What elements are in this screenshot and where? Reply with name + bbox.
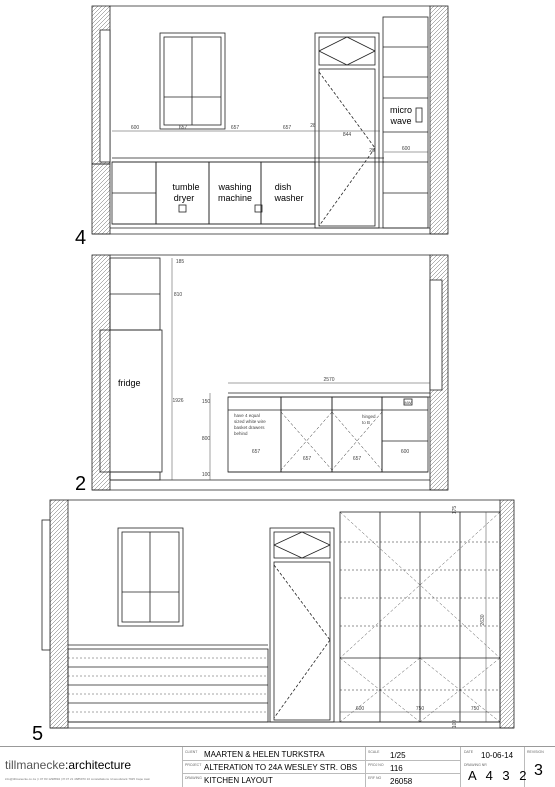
scale-label: SCALE (368, 750, 380, 754)
label-fridge: fridge (118, 378, 141, 388)
project-label: PROJECT (185, 763, 202, 767)
label-mw: MW (404, 400, 412, 405)
label-microwave-2: wave (390, 116, 412, 126)
revision-value: 3 (534, 762, 543, 779)
dims-e4 (112, 131, 428, 152)
revision-label: REVISION (527, 750, 544, 754)
label-microwave-1: micro (390, 105, 412, 115)
dim-657-e4-1: 657 (178, 125, 188, 131)
label-dryer: dryer (173, 193, 195, 203)
brand-name: tillmanecke (5, 758, 66, 772)
dim-100: 100 (201, 472, 211, 478)
elevation-5 (42, 500, 514, 728)
dim-150: 150 (201, 399, 211, 405)
dim-750-e5-2: 750 (470, 706, 480, 712)
title-block (0, 746, 555, 787)
client-label: CLIENT (185, 750, 198, 754)
dim-100-e5: 100 (452, 719, 458, 729)
dim-657-e2-2: 657 (302, 456, 312, 462)
erf-no-value: 26058 (390, 777, 413, 786)
dim-2570: 2570 (323, 377, 335, 383)
dim-600-e4-2: 600 (401, 146, 411, 152)
dim-600-e4: 600 (130, 125, 140, 131)
dim-600-e2: 600 (400, 449, 410, 455)
note-hinged-2: to B (362, 420, 371, 425)
date-label: DATE (464, 750, 474, 754)
dim-657-e2-1: 657 (251, 449, 261, 455)
date-value: 10-06-14 (481, 751, 514, 760)
note-baskets-3: basket drawers (234, 425, 265, 430)
elevation-2 (92, 255, 448, 490)
note-hinged-1: hinged (362, 414, 376, 419)
dim-1926: 1926 (172, 398, 184, 404)
dim-175-e5: 175 (452, 505, 458, 515)
drawing-no-label: DRAWING NR (464, 763, 487, 767)
dim-657-e4-2: 657 (230, 125, 240, 131)
door-e5 (270, 528, 334, 722)
dim-810: 810 (173, 292, 183, 298)
client-value: MAARTEN & HELEN TURKSTRA (204, 750, 325, 759)
label-tumble: tumble (172, 182, 200, 192)
elevation-number-5: 5 (32, 723, 44, 745)
drawing-label: DRAWING (185, 776, 202, 780)
dim-844-e4: 844 (342, 132, 352, 138)
dim-800: 800 (201, 436, 211, 442)
window-e4 (160, 33, 225, 129)
brand-logo (5, 758, 131, 772)
note-baskets-2: sized white wire (234, 419, 266, 424)
brand-suffix: :architecture (65, 758, 132, 772)
dim-750-e5-1: 750 (415, 706, 425, 712)
erf-no-label: ERF NO (368, 776, 382, 780)
project-value: ALTERATION TO 24A WESLEY STR. OBS (204, 763, 358, 772)
dim-657-e2-3: 657 (352, 456, 362, 462)
cupboard-wall (340, 512, 500, 722)
window-e5 (118, 528, 183, 626)
note-baskets-4: behind (234, 431, 248, 436)
drawing-value: KITCHEN LAYOUT (204, 776, 273, 785)
drawing-no-value: A 4 3 2 (468, 768, 530, 783)
label-washer: washer (274, 193, 304, 203)
dim-28-e4-1: 28 (310, 123, 316, 129)
label-washing: washing (218, 182, 252, 192)
proj-no-value: 116 (390, 764, 403, 773)
cabinet-e2-4 (382, 397, 428, 472)
elevation-number-4: 4 (75, 227, 87, 249)
right-wall (430, 6, 448, 234)
dim-185: 185 (175, 259, 185, 265)
bench-drawers (68, 645, 268, 722)
note-baskets-1: have 4 equal (234, 413, 260, 418)
elevation-number-2: 2 (75, 473, 87, 495)
brand-address: info@tillmanecke.co.za | t 07 83 1298894 | f/f 07 21 4685970 10 constellations rd woodstock 7925 Cape town (5, 777, 151, 781)
dim-600-e5: 600 (355, 706, 365, 712)
scale-value: 1/25 (390, 751, 406, 760)
dim-2630: 2630 (480, 614, 486, 626)
label-dish: dish (274, 182, 292, 192)
proj-no-label: PROJ NO (368, 763, 384, 767)
door-e4 (315, 33, 379, 228)
dim-657-e4-3: 657 (282, 125, 292, 131)
label-machine: machine (217, 193, 253, 203)
dim-28-e4-2: 28 (369, 148, 375, 154)
